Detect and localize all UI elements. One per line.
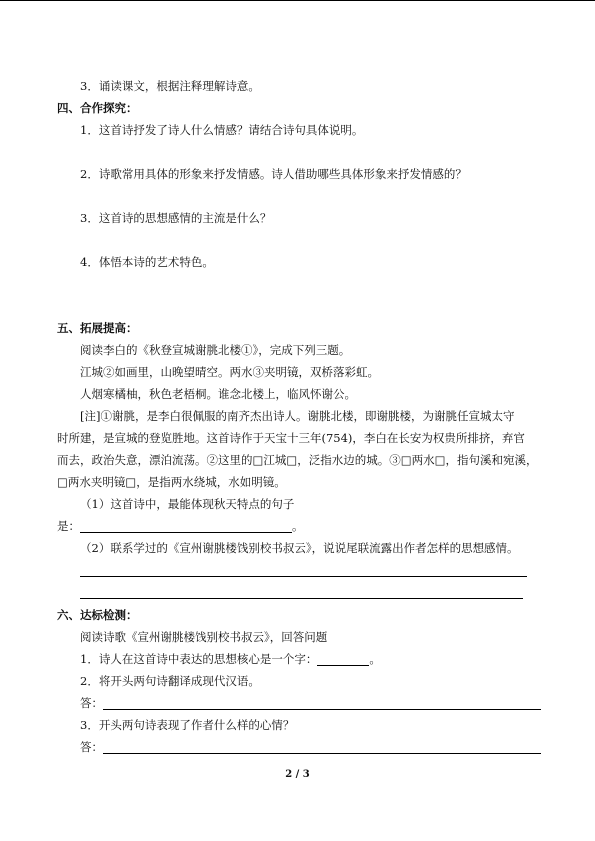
- note-line-3: 而去，政治失意，漂泊流荡。②这里的□江城□，泛指水边的城。③□两水□，指句溪和宛溪，: [57, 453, 538, 467]
- note-line-2: 时所建，是宣城的登览胜地。这首诗作于天宝十三年(754)，李白在长安为权贵所排挤，弃官: [57, 431, 525, 445]
- answer-prefix: 是：: [57, 519, 80, 533]
- step-3: 3．诵读课文，根据注释理解诗意。: [80, 79, 260, 93]
- question-6-1-end: 。: [369, 652, 381, 666]
- question-6-2: 2．将开头两句诗翻译成现代汉语。: [80, 674, 260, 688]
- question-6-1-text: 1．诗人在这首诗中表达的思想核心是一个字：: [80, 652, 318, 666]
- page-number: 2 / 3: [285, 769, 310, 780]
- poem-line-1: 江城②如画里，山晚望晴空。两水③夹明镜，双桥落彩虹。: [80, 365, 379, 379]
- answer-rule-5-2a[interactable]: [80, 576, 527, 577]
- heading-section-5: 五、拓展提高：: [57, 321, 138, 335]
- heading-section-6: 六、达标检测：: [57, 608, 138, 622]
- note-line-1: [注]①谢朓，是李白很佩服的南齐杰出诗人。谢朓北楼，即谢朓楼，为谢朓任宣城太守: [80, 409, 515, 423]
- question-5-2: （2）联系学过的《宣州谢朓楼饯别校书叔云》，说说尾联流露出作者怎样的思想感情。: [80, 541, 519, 555]
- question-4-3: 3．这首诗的思想感情的主流是什么？: [80, 211, 272, 225]
- answer-label-6-3: 答：: [80, 740, 103, 754]
- answer-rule-5-2b[interactable]: [80, 598, 523, 599]
- question-4-1: 1．这首诗抒发了诗人什么情感？请结合诗句具体说明。: [80, 123, 364, 137]
- reading-intro: 阅读李白的《秋登宣城谢朓北楼①》，完成下列三题。: [80, 343, 351, 357]
- heading-section-4: 四、合作探究：: [57, 101, 138, 115]
- answer-rule-6-2[interactable]: [103, 709, 541, 710]
- question-4-2: 2．诗歌常用具体的形象来抒发情感。诗人借助哪些具体形象来抒发情感的？: [80, 167, 467, 181]
- answer-label-6-2: 答：: [80, 696, 103, 710]
- question-6-3: 3．开头两句诗表现了作者什么样的心情？: [80, 718, 295, 732]
- answer-line-5-1: [57, 519, 304, 533]
- answer-blank-6-1[interactable]: [317, 653, 369, 666]
- question-6-1: [80, 652, 381, 666]
- question-5-1: （1）这首诗中，最能体现秋天特点的句子: [80, 497, 295, 511]
- answer-rule-6-3[interactable]: [103, 753, 541, 754]
- question-4-4: 4．体悟本诗的艺术特色。: [80, 255, 214, 269]
- poem-line-2: 人烟寒橘柚，秋色老梧桐。谁念北楼上，临风怀谢公。: [80, 387, 356, 401]
- answer-blank-5-1[interactable]: [80, 520, 292, 533]
- test-intro: 阅读诗歌《宣州谢朓楼饯别校书叔云》，回答问题: [80, 630, 328, 644]
- header-rule: [0, 0, 595, 1]
- note-line-4: □两水夹明镜□，是指两水绕城，水如明镜。: [57, 475, 286, 489]
- answer-end: 。: [292, 519, 304, 533]
